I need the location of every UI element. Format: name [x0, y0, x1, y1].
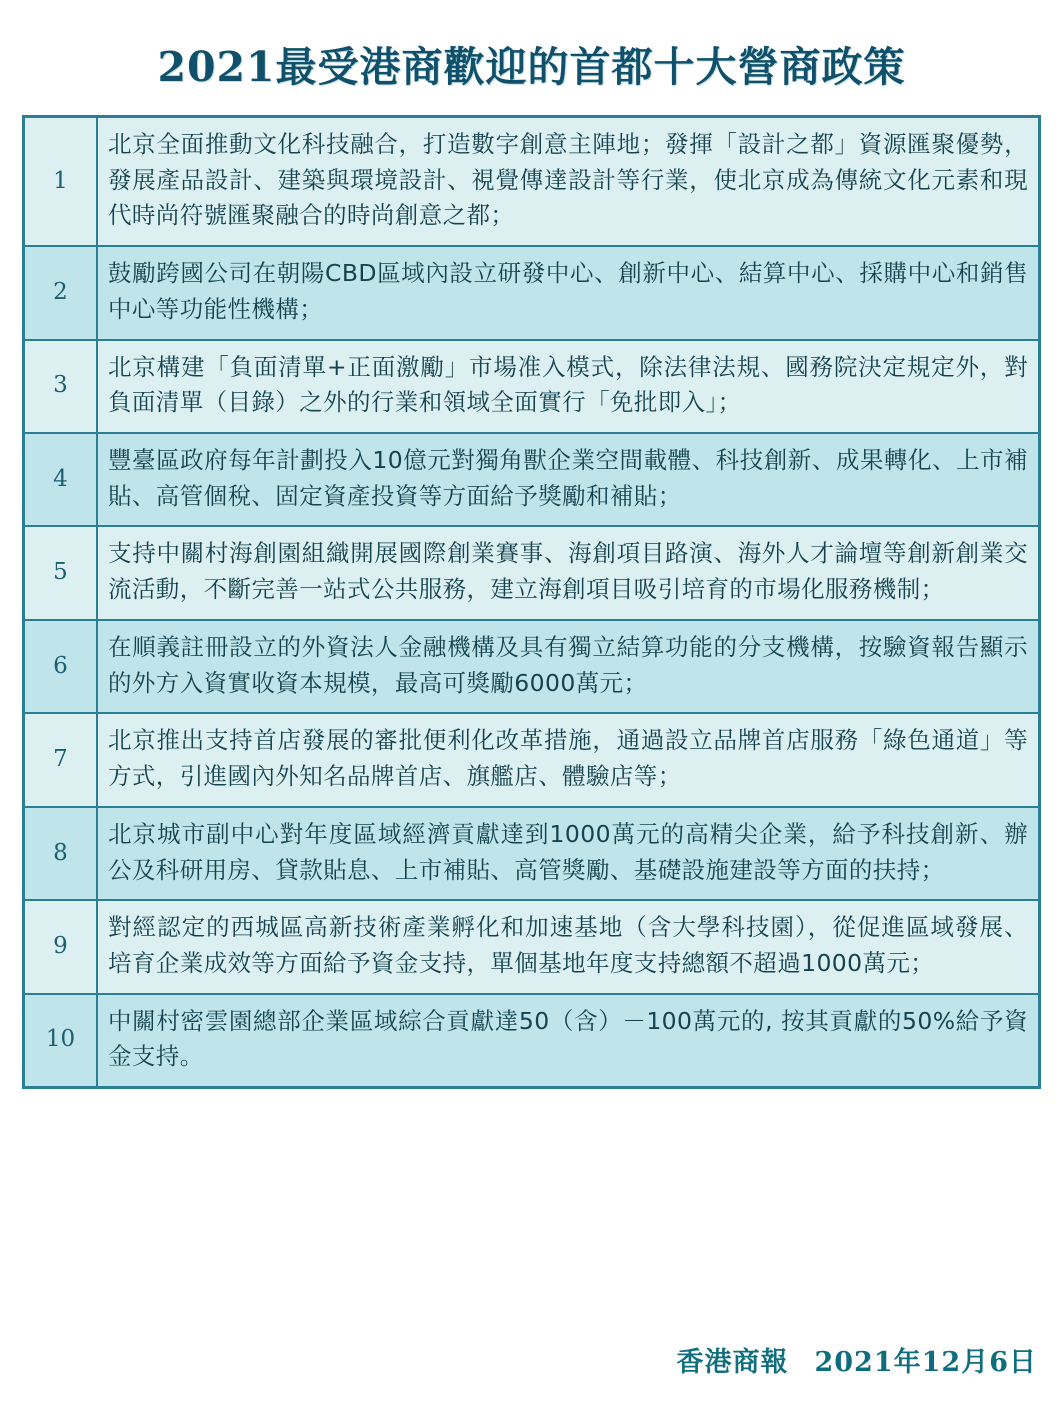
- row-number: 8: [25, 807, 97, 900]
- table-row: [25, 900, 1038, 993]
- row-text: 鼓勵跨國公司在朝陽CBD區域內設立研發中心、創新中心、結算中心、採購中心和銷售中心等功能性機構；: [97, 246, 1038, 339]
- table-row: [25, 246, 1038, 339]
- row-text: 北京全面推動文化科技融合，打造數字創意主陣地；發揮「設計之都」資源匯聚優勢，發展產品設計、建築與環境設計、視覺傳達設計等行業，使北京成為傳統文化元素和現代時尚符號匯聚融合的時尚創意之都；: [97, 118, 1038, 246]
- page-title: 2021最受港商歡迎的首都十大營商政策: [157, 43, 906, 91]
- table-row: [25, 118, 1038, 246]
- table-row: [25, 526, 1038, 619]
- table-row: [25, 620, 1038, 713]
- table-row: [25, 433, 1038, 526]
- row-text: 北京推出支持首店發展的審批便利化改革措施，通過設立品牌首店服務「綠色通道」等方式，引進國內外知名品牌首店、旗艦店、體驗店等；: [97, 713, 1038, 806]
- row-text: 北京城市副中心對年度區域經濟貢獻達到1000萬元的高精尖企業，給予科技創新、辦公及科研用房、貸款貼息、上市補貼、高管獎勵、基礎設施建設等方面的扶持；: [97, 807, 1038, 900]
- table-row: [25, 713, 1038, 806]
- row-text: 對經認定的西城區高新技術產業孵化和加速基地（含大學科技園），從促進區域發展、培育企業成效等方面給予資金支持，單個基地年度支持總額不超過1000萬元；: [97, 900, 1038, 993]
- row-text: 支持中關村海創園組織開展國際創業賽事、海創項目路演、海外人才論壇等創新創業交流活動，不斷完善一站式公共服務，建立海創項目吸引培育的市場化服務機制；: [97, 526, 1038, 619]
- row-number: 4: [25, 433, 97, 526]
- footer-source: 香港商報: [676, 1347, 789, 1378]
- row-number: 6: [25, 620, 97, 713]
- policy-table-body: [25, 118, 1038, 1086]
- policy-table: [25, 118, 1038, 1086]
- row-number: 10: [25, 994, 97, 1086]
- row-number: 3: [25, 340, 97, 433]
- row-number: 1: [25, 118, 97, 246]
- row-number: 5: [25, 526, 97, 619]
- table-row: [25, 340, 1038, 433]
- row-number: 2: [25, 246, 97, 339]
- row-text: 豐臺區政府每年計劃投入10億元對獨角獸企業空間載體、科技創新、成果轉化、上市補貼、高管個稅、固定資產投資等方面給予獎勵和補貼；: [97, 433, 1038, 526]
- policy-table-container: [22, 115, 1041, 1089]
- table-row: [25, 994, 1038, 1086]
- row-number: 9: [25, 900, 97, 993]
- footer: [676, 1340, 1037, 1379]
- row-text: 北京構建「負面清單+正面激勵」市場准入模式，除法律法規、國務院決定規定外，對負面清單（目錄）之外的行業和領域全面實行「免批即入」；: [97, 340, 1038, 433]
- row-text: 在順義註冊設立的外資法人金融機構及具有獨立結算功能的分支機構，按驗資報告顯示的外方入資實收資本規模，最高可獎勵6000萬元；: [97, 620, 1038, 713]
- footer-date: 2021年12月6日: [814, 1347, 1037, 1378]
- row-text: 中關村密雲園總部企業區域綜合貢獻達50（含）－100萬元的, 按其貢獻的50%給予資金支持。: [97, 994, 1038, 1086]
- row-number: 7: [25, 713, 97, 806]
- table-row: [25, 807, 1038, 900]
